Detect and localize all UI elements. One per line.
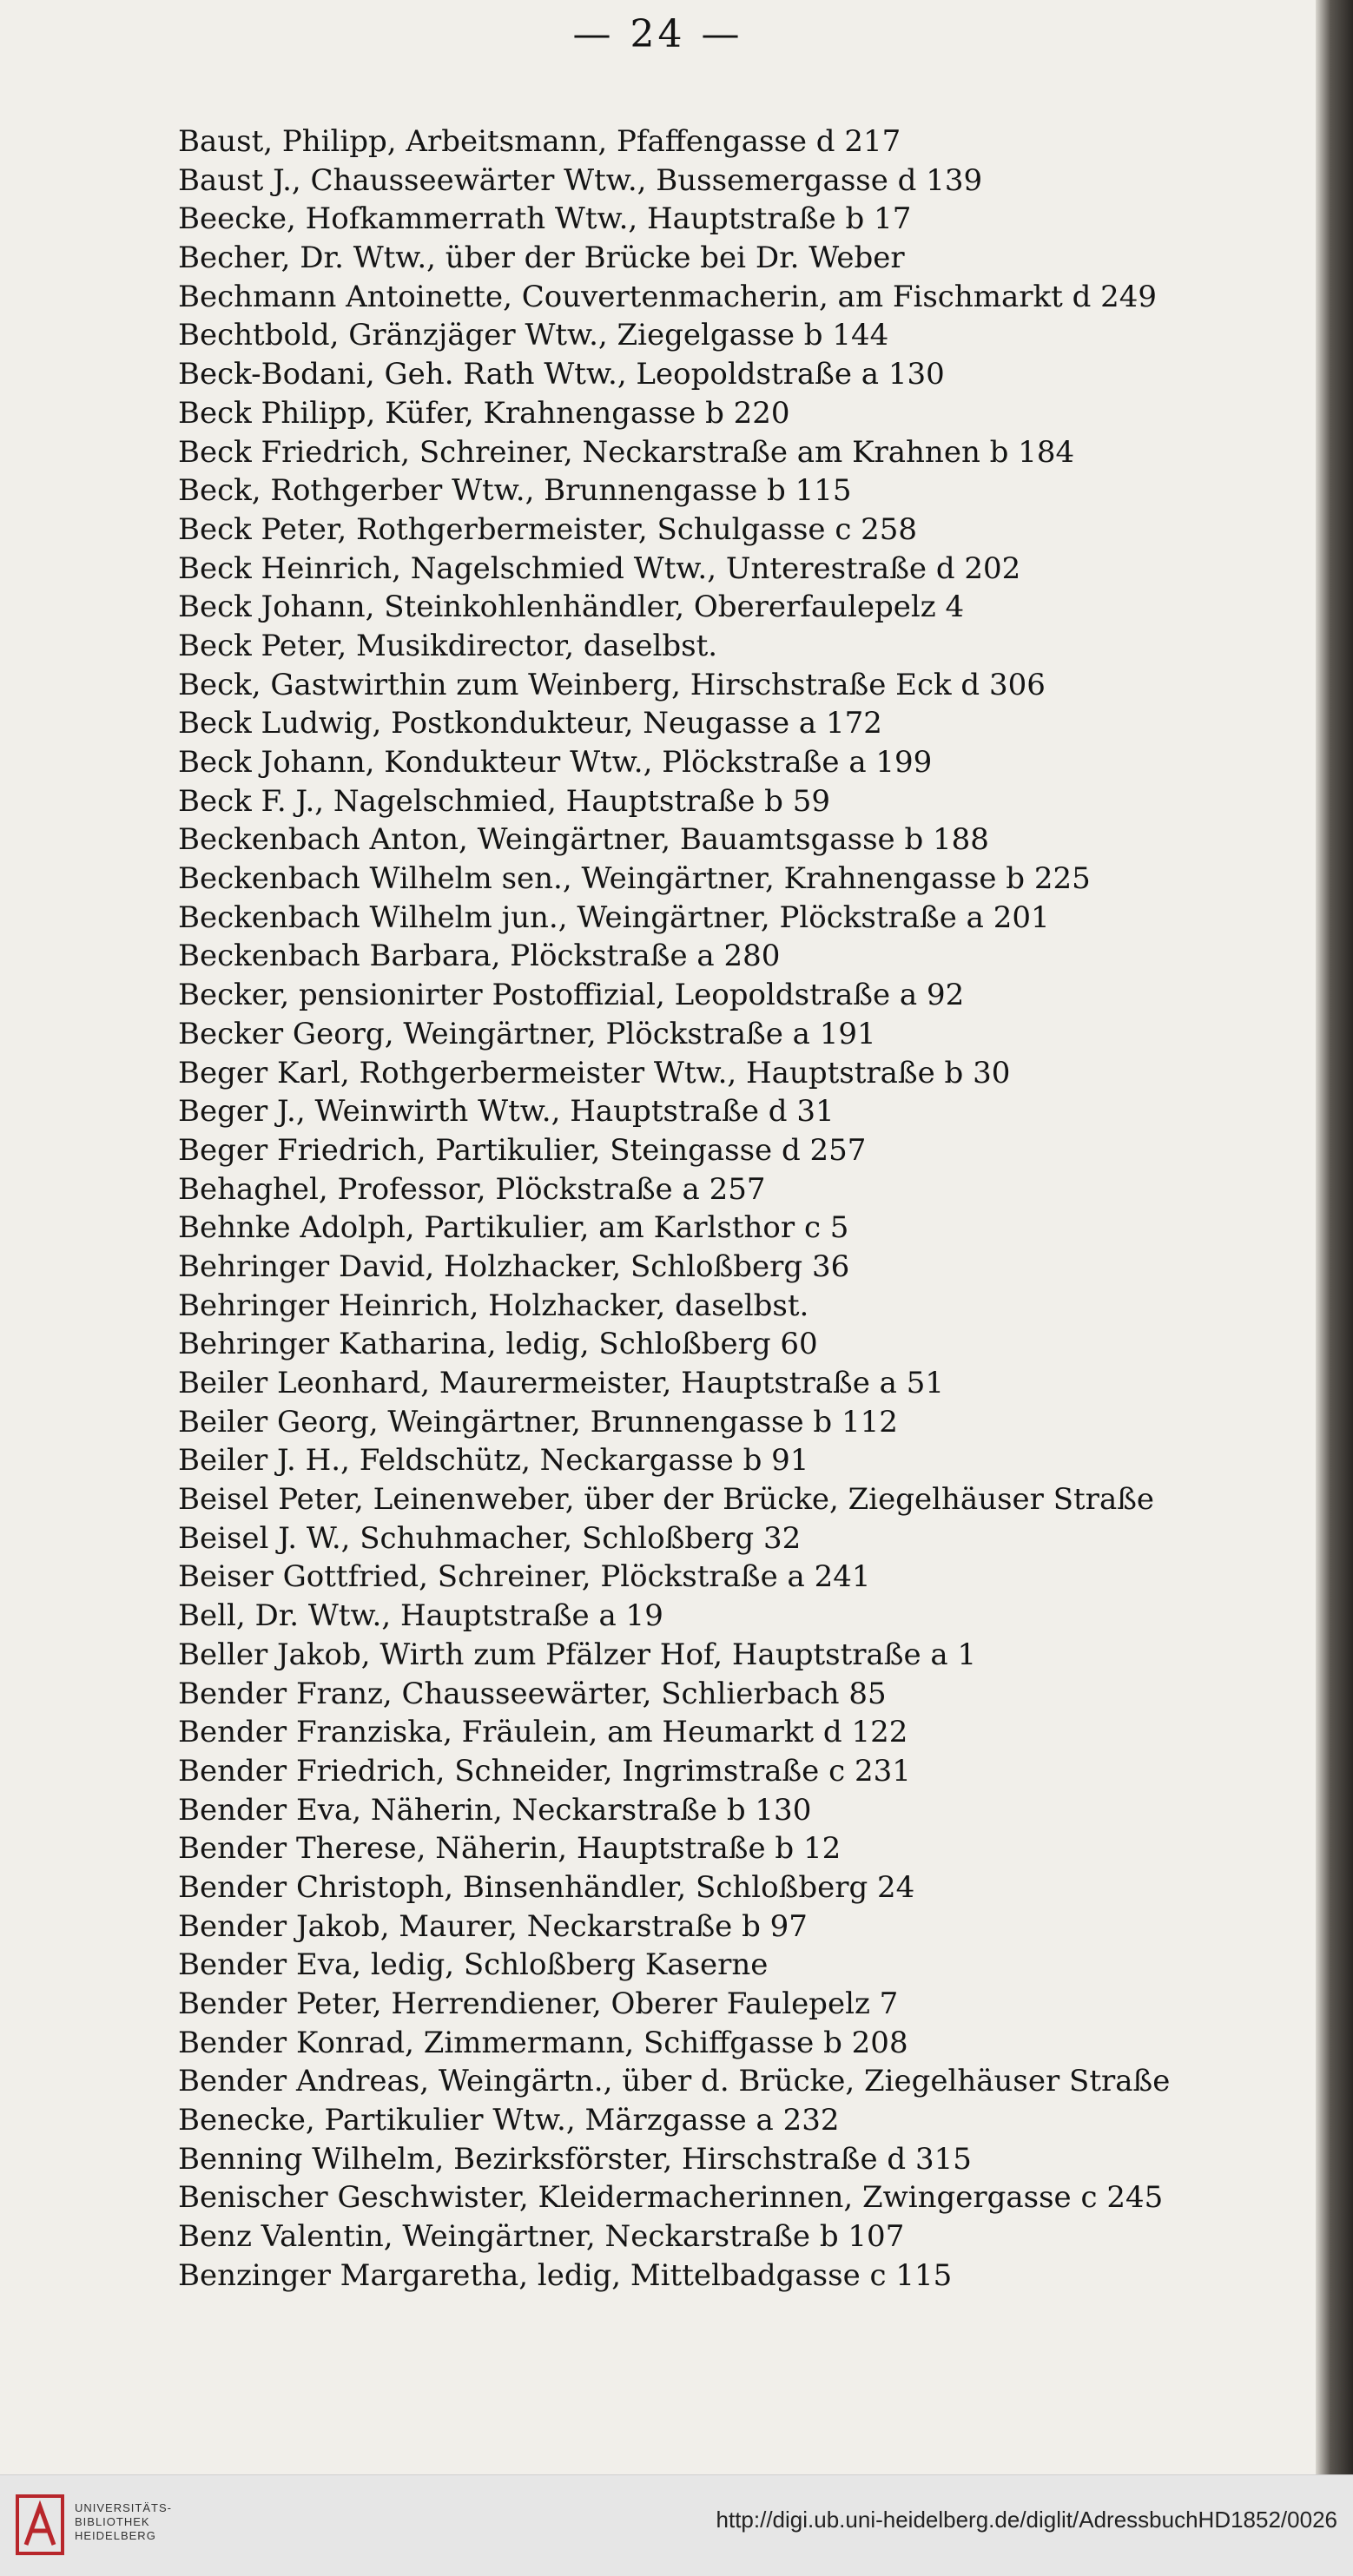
directory-entry: Bender Friedrich, Schneider, Ingrimstraße c 231 (178, 1753, 911, 1789)
directory-entry: Beckenbach Anton, Weingärtner, Bauamtsgasse b 188 (178, 822, 989, 858)
directory-entry: Beiler Leonhard, Maurermeister, Hauptstraße a 51 (178, 1366, 944, 1400)
directory-entry: Behnke Adolph, Partikulier, am Karlsthor c 5 (178, 1210, 849, 1246)
directory-entry: Beiler J. H., Feldschütz, Neckargasse b 91 (178, 1443, 809, 1479)
directory-entry: Behringer Katharina, ledig, Schloßberg 60 (178, 1327, 818, 1362)
directory-entry: Bell, Dr. Wtw., Hauptstraße a 19 (178, 1598, 663, 1634)
directory-entry: Benecke, Partikulier Wtw., Märzgasse a 232 (178, 2103, 840, 2138)
directory-entry: Bender Konrad, Zimmermann, Schiffgasse b 208 (178, 2025, 908, 2060)
directory-entry: Bender Jakob, Maurer, Neckarstraße b 97 (178, 1908, 808, 1944)
directory-entry: Benzinger Margaretha, ledig, Mittelbadgasse c 115 (178, 2257, 953, 2293)
directory-entry: Beck Johann, Steinkohlenhändler, Obererfaulepelz 4 (178, 590, 965, 625)
directory-entry: Beck Philipp, Küfer, Krahnengasse b 220 (178, 395, 790, 431)
directory-entry: Beck Heinrich, Nagelschmied Wtw., Unterestraße d 202 (178, 550, 1021, 586)
footer-bar (0, 2474, 1353, 2576)
directory-entry: Beiler Georg, Weingärtner, Brunnengasse b 112 (178, 1404, 898, 1440)
directory-entry: Bechtbold, Gränzjäger Wtw., Ziegelgasse b 144 (178, 318, 889, 353)
directory-entry: Bender Eva, Näherin, Neckarstraße b 130 (178, 1792, 812, 1828)
directory-entry: Beisel Peter, Leinenweber, über der Brücke, Ziegelhäuser Straße (178, 1482, 1155, 1518)
directory-entry: Bender Christoph, Binsenhändler, Schloßberg 24 (178, 1869, 915, 1905)
directory-entry: Becker, pensionirter Postoffizial, Leopoldstraße a 92 (178, 978, 965, 1013)
directory-entry: Behaghel, Professor, Plöckstraße a 257 (178, 1171, 766, 1207)
library-logo-text (75, 2501, 172, 2543)
directory-entry: Bechmann Antoinette, Couvertenmacherin, am Fischmarkt d 249 (178, 279, 1158, 314)
directory-entry: Beiser Gottfried, Schreiner, Plöckstraße a 241 (178, 1559, 871, 1595)
directory-entry: Beger Friedrich, Partikulier, Steingasse d 257 (178, 1132, 867, 1168)
directory-entry: Beck Johann, Kondukteur Wtw., Plöckstraße a 199 (178, 745, 933, 780)
page-number: — 24 — (572, 12, 743, 56)
directory-entry: Beck Friedrich, Schreiner, Neckarstraße am Krahnen b 184 (178, 434, 1075, 470)
directory-entry: Bender Eva, ledig, Schloßberg Kaserne (178, 1947, 769, 1983)
directory-entry: Beckenbach Wilhelm sen., Weingärtner, Krahnengasse b 225 (178, 861, 1091, 897)
directory-entry: Baust J., Chausseewärter Wtw., Bussemergasse d 139 (178, 162, 983, 198)
university-seal-icon (14, 2491, 66, 2560)
directory-entry: Behringer Heinrich, Holzhacker, daselbst. (178, 1288, 809, 1323)
directory-entry: Beckenbach Barbara, Plöckstraße a 280 (178, 939, 781, 974)
directory-entry: Benz Valentin, Weingärtner, Neckarstraße b 107 (178, 2219, 905, 2255)
source-url-link[interactable]: http://digi.ub.uni-heidelberg.de/diglit/AdressbuchHD1852/0026 (716, 2507, 1337, 2533)
directory-entry: Beger J., Weinwirth Wtw., Hauptstraße d 31 (178, 1094, 835, 1130)
directory-entry: Beck, Rothgerber Wtw., Brunnengasse b 115 (178, 473, 852, 509)
logo-line: UNIVERSITÄTS- (75, 2501, 172, 2514)
directory-entry: Beck, Gastwirthin zum Weinberg, Hirschstraße Eck d 306 (178, 667, 1046, 702)
directory-entry: Bender Franz, Chausseewärter, Schlierbach 85 (178, 1676, 887, 1711)
directory-entry: Benning Wilhelm, Bezirksförster, Hirschstraße d 315 (178, 2141, 972, 2177)
directory-entry: Behringer David, Holzhacker, Schloßberg 36 (178, 1248, 850, 1284)
directory-entry: Becker Georg, Weingärtner, Plöckstraße a 191 (178, 1016, 876, 1051)
directory-entry: Beisel J. W., Schuhmacher, Schloßberg 32 (178, 1520, 802, 1556)
directory-entry: Bender Therese, Näherin, Hauptstraße b 12 (178, 1831, 842, 1867)
directory-entry: Beckenbach Wilhelm jun., Weingärtner, Plöckstraße a 201 (178, 899, 1050, 935)
directory-entry: Baust, Philipp, Arbeitsmann, Pfaffengasse d 217 (178, 124, 901, 159)
directory-entry: Bender Andreas, Weingärtn., über d. Brücke, Ziegelhäuser Straße (178, 2064, 1171, 2099)
logo-line: BIBLIOTHEK (75, 2515, 150, 2528)
page-binding-edge (1316, 0, 1353, 2474)
directory-entry: Beck Ludwig, Postkondukteur, Neugasse a 172 (178, 706, 882, 741)
directory-entry: Beger Karl, Rothgerbermeister Wtw., Hauptstraße b 30 (178, 1055, 1011, 1090)
directory-entry: Beller Jakob, Wirth zum Pfälzer Hof, Hauptstraße a 1 (178, 1637, 977, 1672)
directory-entry: Bender Peter, Herrendiener, Oberer Faulepelz 7 (178, 1986, 899, 2021)
directory-entry: Beck F. J., Nagelschmied, Hauptstraße b 59 (178, 783, 831, 819)
directory-entries (178, 122, 1316, 2296)
directory-entry: Becher, Dr. Wtw., über der Brücke bei Dr. Weber (178, 240, 905, 276)
directory-entry: Beck-Bodani, Geh. Rath Wtw., Leopoldstraße a 130 (178, 357, 945, 392)
directory-entry: Bender Franziska, Fräulein, am Heumarkt d 122 (178, 1715, 908, 1750)
directory-entry: Beck Peter, Musikdirector, daselbst. (178, 628, 718, 663)
directory-entry: Beecke, Hofkammerrath Wtw., Hauptstraße b 17 (178, 201, 912, 237)
directory-entry: Beck Peter, Rothgerbermeister, Schulgasse c 258 (178, 511, 918, 547)
logo-line: HEIDELBERG (75, 2529, 156, 2542)
directory-entry: Benischer Geschwister, Kleidermacherinnen, Zwingergasse c 245 (178, 2180, 1164, 2216)
